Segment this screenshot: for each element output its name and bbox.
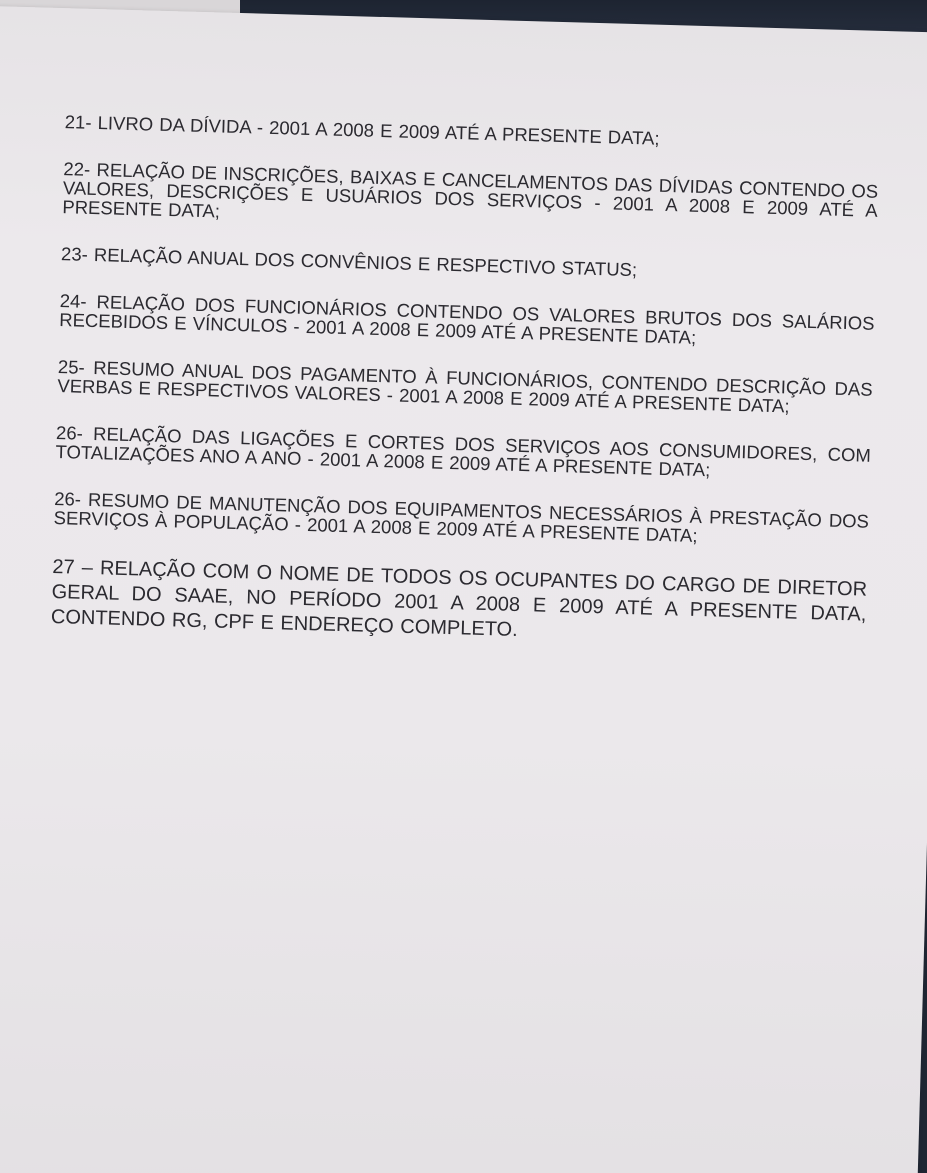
document-body — [50, 112, 880, 681]
list-item-27: 27 – RELAÇÃO COM O NOME DE TODOS OS OCUPANTES DO CARGO DE DIRETOR GERAL DO SAAE, NO PERÍODO 2001 A 2008 E 2009 ATÉ A PRESENTE DATA, CONTENDO RG, CPF E ENDEREÇO COMPLETO. — [50, 555, 868, 641]
list-item-24: 24- RELAÇÃO DOS FUNCIONÁRIOS CONTENDO OS VALORES BRUTOS DOS SALÁRIOS RECEBIDOS E VÍNCULOS - 2001 A 2008 E 2009 ATÉ A PRESENTE DATA; — [58, 290, 875, 348]
list-item-21: 21- LIVRO DA DÍVIDA - 2001 A 2008 E 2009 ATÉ A PRESENTE DATA; — [64, 111, 660, 149]
list-item-25: 25- RESUMO ANUAL DOS PAGAMENTO À FUNCIONÁRIOS, CONTENDO DESCRIÇÃO DAS VERBAS E RESPECTIVOS VALORES - 2001 A 2008 E 2009 ATÉ A PRESENTE DATA; — [57, 356, 873, 417]
paper-sheet — [0, 6, 927, 1173]
list-item-26a: 26- RELAÇÃO DAS LIGAÇÕES E CORTES DOS SERVIÇOS AOS CONSUMIDORES, COM TOTALIZAÇÕES ANO A ANO - 2001 A 2008 E 2009 ATÉ A PRESENTE DATA; — [55, 422, 872, 481]
list-item-22: 22- RELAÇÃO DE INSCRIÇÕES, BAIXAS E CANCELAMENTOS DAS DÍVIDAS CONTENDO OS VALORES, DESCRIÇÕES E USUÁRIOS DOS SERVIÇOS - 2001 A 2008 E 2009 ATÉ A PRESENTE DATA; — [62, 158, 879, 222]
list-item-26b: 26- RESUMO DE MANUTENÇÃO DOS EQUIPAMENTOS NECESSÁRIOS À PRESTAÇÃO DOS SERVIÇOS À POPULAÇÃO - 2001 A 2008 E 2009 ATÉ A PRESENTE DATA; — [53, 487, 870, 546]
list-item-23: 23- RELAÇÃO ANUAL DOS CONVÊNIOS E RESPECTIVO STATUS; — [60, 243, 638, 281]
